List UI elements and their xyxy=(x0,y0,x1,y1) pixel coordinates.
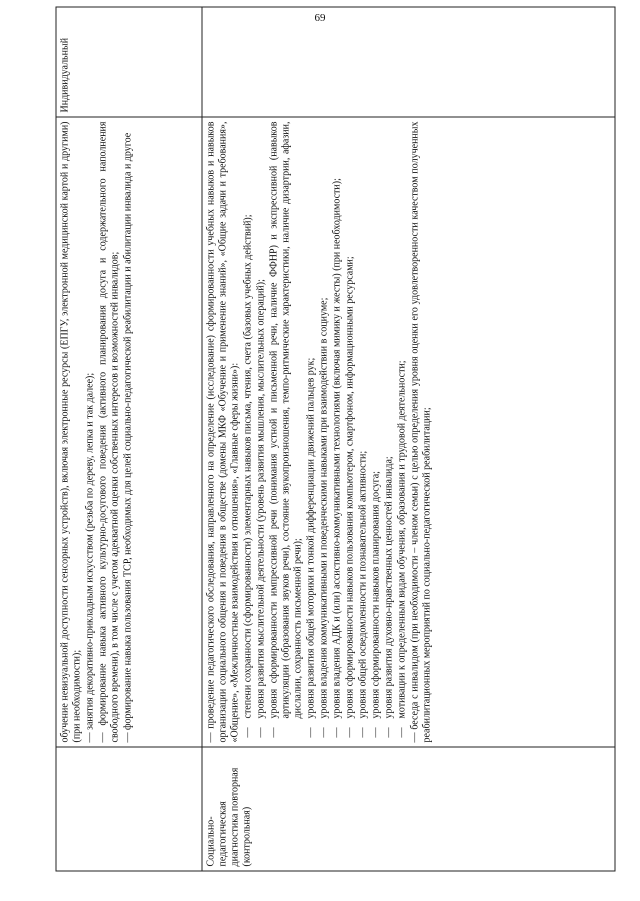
list-item: — уровня развития общей моторики и тонкой дифференциации движений пальцев рук; xyxy=(306,122,318,743)
table-row xyxy=(202,7,615,871)
list-item: — уровня владения АДК и (или) ассистивно-коммуникативными технологиями (включая мимику и жесты) (при необходимости); xyxy=(332,122,344,743)
list-item: — степени сохранности (сформированности) элементарных навыков письма, чтения, счета (базовых учебных действий); xyxy=(243,122,255,743)
service-content-cell xyxy=(56,117,202,747)
indicator-list xyxy=(243,122,409,743)
rotated-page xyxy=(56,7,616,872)
content-paragraph: — занятия декоративно-прикладным искусством (резьба по дереву, лепка и так далее); xyxy=(84,372,96,743)
page-number: 69 xyxy=(314,12,326,24)
service-content-cell xyxy=(202,117,615,747)
content-paragraph: — проведение педагогического обследования, направленного на определение (исследование) сформированности учебных навыков и навыков организации социального общения и поведения в обществе (домены МКФ «Обучение и применение знаний», «Общие задачи и требования», «Общение», «Межличностные взаимодействия и отношения», «Главные сферы жизни»): xyxy=(205,121,241,743)
content-paragraph: — формирование навыка активного культурно-досугового поведения (активного планирования досуга и содержательного наполнения свободного времени), в том числе с учетом адекватной оценки собственных интересов и возможностей инвалидов; xyxy=(97,121,121,743)
content-paragraph: — формирование навыка пользования ТСР, необходимых для целей социально-педагогической реабилитации и абилитации инвалида и другое xyxy=(122,132,134,743)
service-form-cell: Индивидуальный xyxy=(56,7,202,117)
content-paragraph: обучение невизуальной доступности сенсорных устройств), включая электронные ресурсы (ЕПГУ, электронной медицинской картой и другими) (при необходимости); xyxy=(59,121,83,743)
service-name-cell: Социально-педагогическая диагностика повторная (контрольная) xyxy=(202,747,615,871)
list-item: — уровня сформированности импрессивной речи (понимания устной и письменной речи, наличие ФФНР) и экспрессивной (навыков артикуляции (образования звуков речи), состояние звукопроизношения, темпо-ритмические характеристики, наличие дизартрии, афазии, дислалии, сохранность письменной речи); xyxy=(269,122,305,743)
list-item: — уровня общей осведомленности и познавательной активности; xyxy=(358,122,370,743)
content-paragraph: — беседа с инвалидом (при необходимости – членом семьи) с целью определения уровня оценки его удовлетворенности качеством полученных реабилитационных мероприятий по социально-педагогической реабилитации; xyxy=(409,121,433,743)
service-form-cell xyxy=(202,7,615,117)
list-item: — мотивации к определенным видам обучения, образования и трудовой деятельности; xyxy=(397,122,409,743)
list-item: — уровня сформированности навыков пользования компьютером, смартфоном, информационными ресурсами; xyxy=(345,122,357,743)
table-row xyxy=(56,7,202,871)
service-table xyxy=(56,7,616,872)
list-item: — уровня развития духовно-нравственных ценностей инвалида; xyxy=(384,122,396,743)
list-item: — уровня владения коммуникативными и поведенческими навыками при взаимодействии в социуме; xyxy=(319,122,331,743)
service-name-cell xyxy=(56,747,202,871)
list-item: — уровня сформированности навыков планирования досуга; xyxy=(371,122,383,743)
list-item: — уровня развития мыслительной деятельности (уровень развития мышления, мыслительных операций); xyxy=(256,122,268,743)
